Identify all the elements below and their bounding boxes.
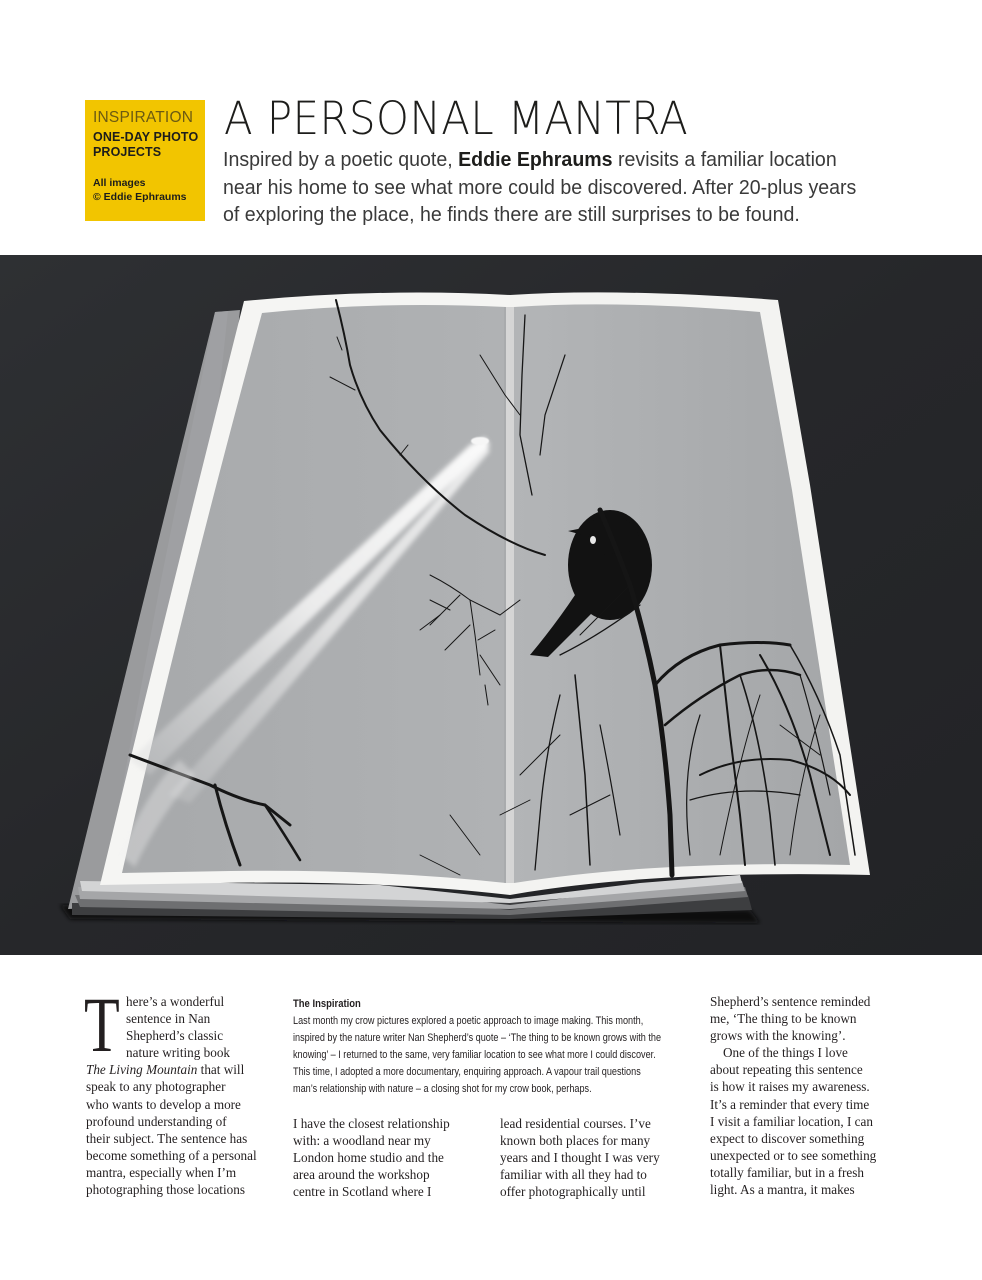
body-line: grows with the knowing’. <box>710 1028 846 1044</box>
body-line: area around the workshop <box>293 1167 430 1183</box>
body-line: Shepherd’s classic <box>126 1028 224 1044</box>
body-line: sentence in Nan <box>126 1011 211 1027</box>
standfirst-text: of exploring the place, he finds there are still surprises to be found. <box>223 203 800 226</box>
body-line: offer photographically until <box>500 1184 646 1200</box>
body-line: centre in Scotland where I <box>293 1184 432 1200</box>
book-title: The Living Mountain <box>86 1062 198 1078</box>
sidebar-line: man’s relationship with nature – a closing shot for my crow book, perhaps. <box>293 1083 592 1096</box>
body-line: One of the things I love <box>723 1045 848 1061</box>
sidebar-line: This time, I adopted a more documentary, enquiring approach. A vapour trail questions <box>293 1066 641 1079</box>
body-line: is how it raises my awareness. <box>710 1079 870 1095</box>
body-line: known both places for many <box>500 1133 651 1149</box>
body-line: become something of a personal <box>86 1147 257 1163</box>
standfirst-text: near his home to see what more could be discovered. After 20-plus years <box>223 175 857 199</box>
standfirst-text: Inspired by a poetic quote, <box>223 148 459 171</box>
article-column-3 <box>500 1115 700 1200</box>
series-label-line: ONE-DAY PHOTO <box>93 130 199 144</box>
body-line: light. As a mantra, it makes <box>710 1182 855 1198</box>
image-credit-line: © Eddie Ephraums <box>93 191 187 203</box>
body-line: It’s a reminder that every time <box>710 1096 870 1112</box>
inspiration-sidebar <box>293 996 662 1099</box>
body-line: London home studio and the <box>293 1150 444 1166</box>
body-text: that will <box>197 1062 245 1078</box>
sidebar-line: Last month my crow pictures explored a poetic approach to image making. This month, <box>293 1015 644 1028</box>
body-line: unexpected or to see something <box>710 1147 877 1163</box>
dropcap-paragraph <box>84 981 278 1068</box>
body-line: photographing those locations <box>86 1182 245 1198</box>
body-line: about repeating this sentence <box>710 1062 863 1078</box>
body-line: I visit a familiar location, I can <box>710 1113 873 1129</box>
body-line: mantra, especially when I’m <box>86 1164 237 1180</box>
article-column-4 <box>710 993 906 1198</box>
hero-photo-open-book <box>0 255 982 955</box>
body-line: I have the closest relationship <box>293 1116 450 1131</box>
image-credit <box>93 176 199 204</box>
body-line: years and I thought I was very <box>500 1150 660 1166</box>
standfirst-text: revisits a familiar location <box>612 148 837 171</box>
body-line: Shepherd’s sentence reminded <box>710 994 871 1009</box>
body-line: their subject. The sentence has <box>86 1130 248 1146</box>
body-line: lead residential courses. I’ve <box>500 1116 651 1131</box>
body-line: expect to discover something <box>710 1130 865 1146</box>
body-line: speak to any photographer <box>86 1079 226 1095</box>
body-line: with: a woodland near my <box>293 1133 431 1149</box>
article-column-1 <box>84 981 278 1198</box>
body-line: me, ‘The thing to be known <box>710 1011 857 1027</box>
article-headline: A PERSONAL MANTRA <box>224 92 689 145</box>
body-line: totally familiar, but in a fresh <box>710 1164 865 1180</box>
body-line: nature writing book <box>126 1045 231 1061</box>
body-line: here’s a wonderful <box>126 994 225 1009</box>
image-credit-line: All images <box>93 177 146 189</box>
book-photo-illustration <box>0 255 982 955</box>
body-line: who wants to develop a more <box>86 1096 241 1112</box>
sidebar-title: The Inspiration <box>293 998 361 1010</box>
article-column-2 <box>293 1115 493 1200</box>
series-label-line: PROJECTS <box>93 145 162 159</box>
article-standfirst <box>223 146 872 229</box>
author-name: Eddie Ephraums <box>458 148 613 171</box>
body-line: familiar with all they had to <box>500 1167 647 1183</box>
sidebar-line: knowing’ – I returned to the same, very familiar location to see what more I could discover. <box>293 1049 656 1062</box>
series-label <box>93 130 199 160</box>
section-label: INSPIRATION <box>93 109 194 126</box>
sidebar-line: inspired by the nature writer Nan Shepherd’s quote – ‘The thing to be known grows with the <box>293 1032 662 1045</box>
body-line: profound understanding of <box>86 1113 227 1129</box>
dropcap-letter: T <box>84 981 120 1068</box>
section-kicker-box <box>85 100 205 221</box>
